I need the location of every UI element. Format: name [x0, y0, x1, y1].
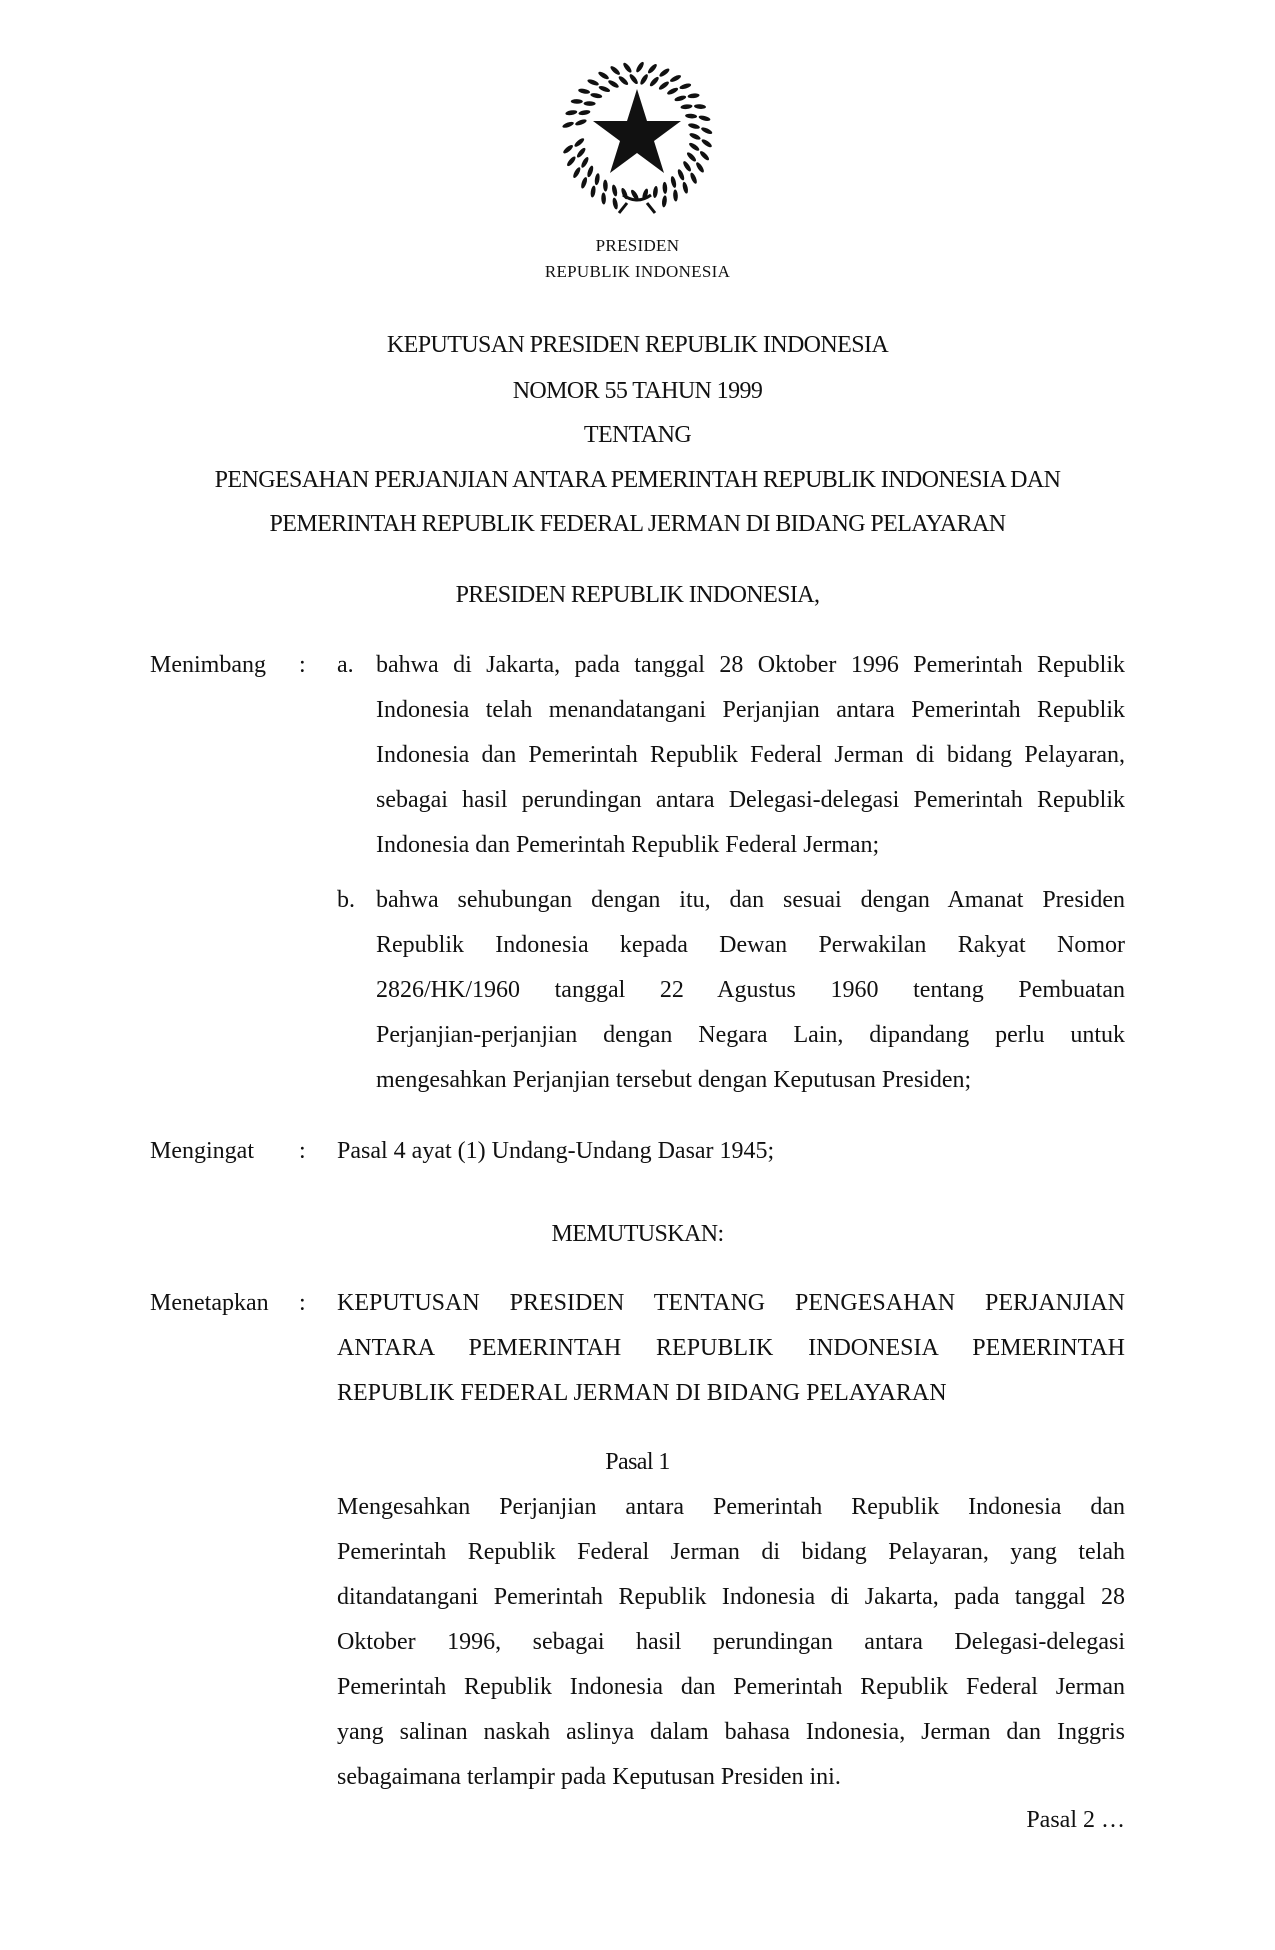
wreath-leaf: [594, 173, 600, 186]
title-line4: PENGESAHAN PERJANJIAN ANTARA PEMERINTAH REPUBLIK INDONESIA DAN: [214, 467, 1061, 493]
wreath-leaf: [635, 61, 645, 74]
text-line: Indonesia telah menandatangani Perjanjian antara Pemerintah Republik: [376, 697, 1125, 723]
menimbang-b-marker: b.: [337, 887, 355, 913]
letterhead-line2: REPUBLIK INDONESIA: [544, 262, 731, 281]
mengingat-colon: :: [299, 1138, 306, 1164]
wreath-leaf: [658, 67, 670, 78]
wreath-leaf: [639, 73, 649, 86]
wreath-leaf: [700, 126, 713, 135]
title-line1: KEPUTUSAN PRESIDEN REPUBLIK INDONESIA: [386, 332, 889, 358]
text-line: KEPUTUSAN PRESIDEN TENTANG PENGESAHAN PERJANJIAN: [337, 1290, 1125, 1316]
text-line: mengesahkan Perjanjian tersebut dengan Keputusan Presiden;: [376, 1067, 972, 1093]
wreath-leaf: [571, 99, 583, 104]
wreath-leaf: [661, 195, 667, 207]
text-line: sebagaimana terlampir pada Keputusan Presiden ini.: [337, 1764, 841, 1790]
wreath-leaf: [662, 182, 667, 194]
text-line: Pemerintah Republik Federal Jerman di bidang Pelayaran, yang telah: [337, 1539, 1125, 1565]
wreath-leaf: [565, 109, 578, 116]
wreath-leaf: [699, 150, 711, 162]
text-line: sebagai hasil perundingan antara Delegasi-delegasi Pemerintah Republik: [376, 787, 1125, 813]
menimbang-colon: :: [299, 652, 306, 678]
text-line: yang salinan naskah aslinya dalam bahasa Indonesia, Jerman dan Inggris: [337, 1719, 1125, 1745]
wreath-leaf: [676, 168, 685, 181]
wreath-leaf: [609, 65, 621, 76]
text-line: Republik Indonesia kepada Dewan Perwakilan Rakyat Nomor: [376, 932, 1125, 958]
preamble: PRESIDEN REPUBLIK INDONESIA,: [455, 582, 820, 608]
title-line2: NOMOR 55 TAHUN 1999: [512, 378, 763, 404]
wreath-leaf: [598, 85, 611, 94]
title-line5: PEMERINTAH REPUBLIK FEDERAL JERMAN DI BIDANG PELAYARAN: [269, 511, 1006, 537]
wreath-leaf: [682, 181, 689, 194]
wreath-leaf: [617, 75, 629, 86]
wreath-leaf: [685, 113, 697, 118]
presidential-emblem-icon: [555, 55, 720, 220]
pasal1-heading: Pasal 1: [605, 1449, 670, 1475]
wreath-leaf: [574, 118, 587, 126]
mengingat-text: Pasal 4 ayat (1) Undang-Undang Dasar 1945;: [337, 1138, 775, 1164]
title-line3: TENTANG: [583, 422, 692, 448]
text-line: Perjanjian-perjanjian dengan Negara Lain, dipandang perlu untuk: [376, 1022, 1125, 1048]
mengingat-label: Mengingat: [150, 1138, 254, 1164]
wreath-leaf: [562, 144, 574, 155]
wreath-leaf: [612, 197, 619, 210]
wreath-leaf: [670, 176, 677, 189]
page-continuation: Pasal 2 …: [1026, 1807, 1125, 1833]
wreath-leaf: [566, 155, 577, 167]
text-line: bahwa di Jakarta, pada tanggal 28 Oktober 1996 Pemerintah Republik: [376, 652, 1125, 678]
wreath-leaf: [586, 165, 594, 178]
wreath-leaf: [688, 141, 700, 152]
wreath-leaf: [698, 115, 711, 122]
wreath-leaf: [622, 62, 633, 74]
wreath-leaf: [689, 132, 702, 141]
memutuskan: MEMUTUSKAN:: [551, 1221, 724, 1247]
wreath-leaf: [682, 160, 693, 173]
wreath-leaf: [578, 88, 591, 95]
text-line: Mengesahkan Perjanjian antara Pemerintah Republik Indonesia dan: [337, 1494, 1125, 1520]
wreath-leaf: [572, 166, 582, 179]
text-line: Oktober 1996, sebagai hasil perundingan antara Delegasi-delegasi: [337, 1629, 1125, 1655]
wreath-leaf: [584, 101, 596, 106]
wreath-leaf: [689, 172, 698, 185]
wreath-leaf: [576, 147, 587, 159]
wreath-leaf: [607, 79, 620, 89]
wreath-leaf: [687, 93, 699, 99]
wreath-leaf: [590, 185, 596, 198]
wreath-leaf: [562, 121, 575, 129]
text-line: Indonesia dan Pemerintah Republik Federal Jerman di bidang Pelayaran,: [376, 742, 1125, 768]
text-line: Pemerintah Republik Indonesia dan Pemerintah Republik Federal Jerman: [337, 1674, 1125, 1700]
wreath-leaf: [688, 122, 701, 129]
wreath-leaf: [680, 104, 692, 110]
wreath-leaf: [695, 161, 706, 174]
letterhead-line1: PRESIDEN: [595, 236, 680, 255]
wreath-leaf: [649, 76, 661, 88]
wreath-leaf: [666, 86, 679, 96]
menimbang-a-marker: a.: [337, 652, 354, 678]
menetapkan-colon: :: [299, 1290, 306, 1316]
wreath-leaf: [601, 192, 606, 204]
wreath-leaf: [590, 92, 603, 99]
wreath-leaf: [580, 156, 590, 169]
wreath-leaf: [669, 74, 682, 84]
wreath-leaf: [679, 82, 692, 90]
wreath-leaf: [694, 104, 706, 109]
wreath-leaf: [658, 80, 670, 91]
wreath-leaf: [603, 180, 608, 192]
wreath-leaf: [647, 63, 659, 75]
text-line: REPUBLIK FEDERAL JERMAN DI BIDANG PELAYARAN: [337, 1380, 947, 1406]
wreath-leaf: [673, 189, 678, 201]
text-line: Indonesia dan Pemerintah Republik Federal Jerman;: [376, 832, 880, 858]
menetapkan-label: Menetapkan: [150, 1290, 269, 1316]
wreath-leaf: [597, 70, 610, 80]
menimbang-label: Menimbang: [150, 652, 266, 678]
wreath-leaf: [628, 73, 639, 85]
wreath-leaf: [652, 186, 658, 198]
wreath-leaf: [686, 151, 698, 163]
text-line: ANTARA PEMERINTAH REPUBLIK INDONESIA PEMERINTAH: [337, 1335, 1125, 1361]
wreath-leaf: [587, 78, 600, 87]
text-line: bahwa sehubungan dengan itu, dan sesuai dengan Amanat Presiden: [376, 887, 1125, 913]
text-line: ditandatangani Pemerintah Republik Indonesia di Jakarta, pada tanggal 28: [337, 1584, 1125, 1610]
wreath-leaf: [700, 138, 712, 149]
wreath-leaf: [573, 137, 585, 148]
wreath-leaf: [674, 94, 687, 102]
wreath-leaf: [580, 176, 588, 189]
wreath-leaf: [578, 109, 591, 116]
wreath-leaf: [611, 184, 618, 197]
text-line: 2826/HK/1960 tanggal 22 Agustus 1960 tentang Pembuatan: [376, 977, 1125, 1003]
